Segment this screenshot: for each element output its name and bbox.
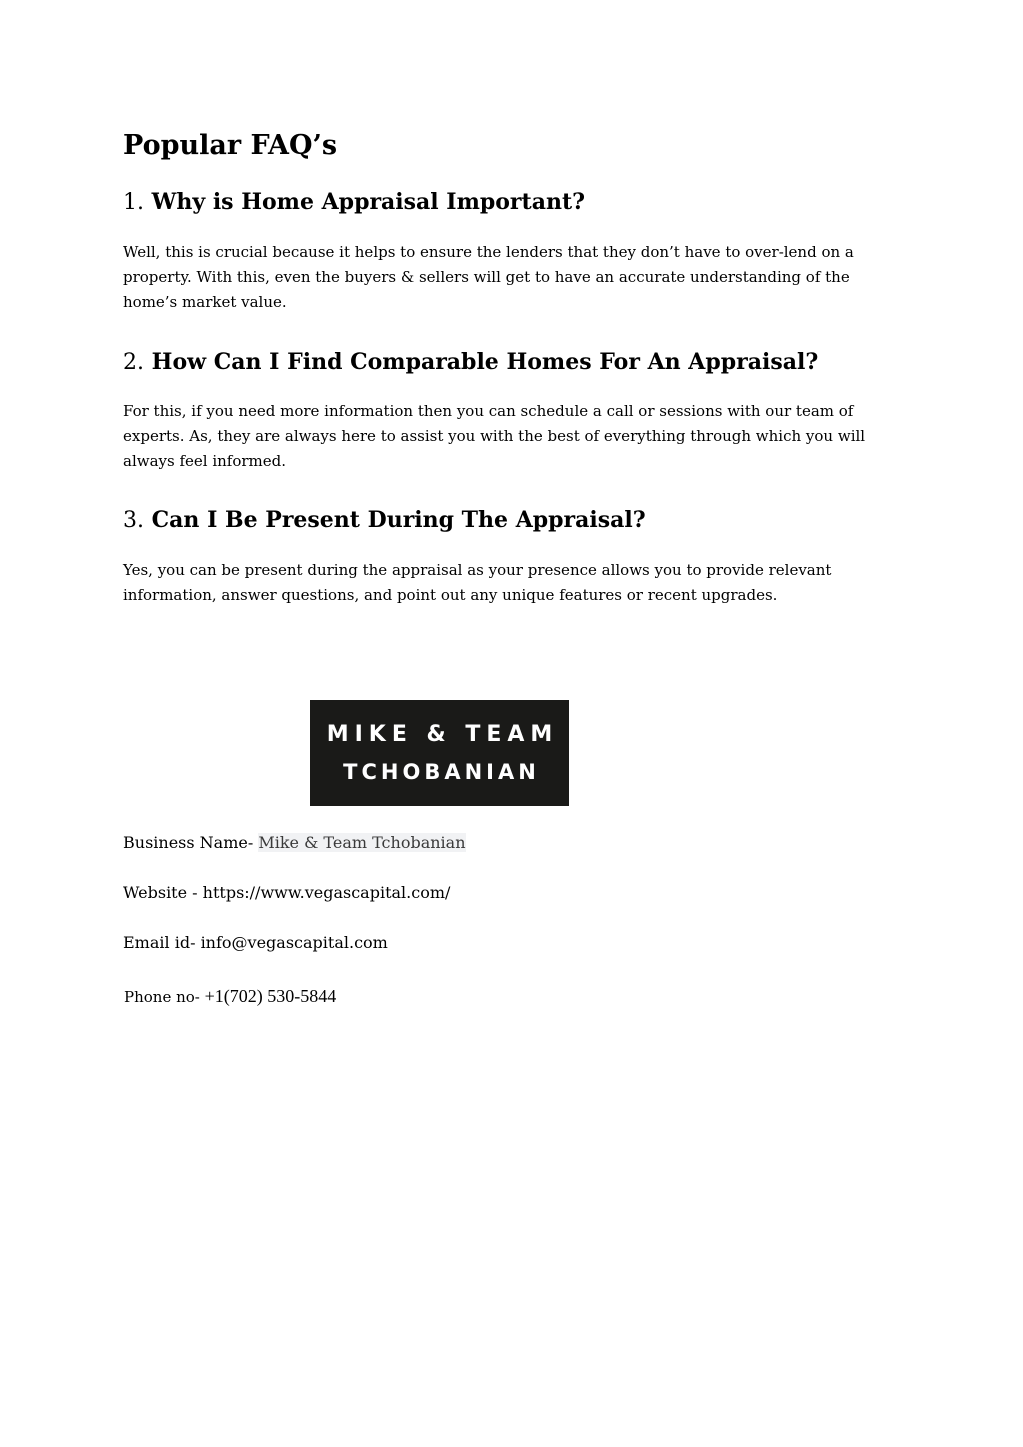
email-link[interactable]: info@vegascapital.com <box>200 933 388 952</box>
logo-line-1: MIKE & TEAM <box>326 722 559 747</box>
faq-question-text: How Can I Find Comparable Homes For An Appraisal? <box>151 349 819 375</box>
faq-answer-2: For this, if you need more information then you can schedule a call or sessions with our team of experts. As, they are always here to assist you with the best of everything through which you will always feel informed. <box>123 402 866 470</box>
business-name-line <box>123 832 466 854</box>
business-name-label: Business Name- <box>123 833 259 852</box>
page-title: Popular FAQ’s <box>123 130 338 161</box>
faq-number: 1. <box>123 190 144 215</box>
faq-question-3 <box>123 504 646 537</box>
business-name-value: Mike & Team Tchobanian <box>258 833 466 852</box>
faq-question-text: Why is Home Appraisal Important? <box>151 189 585 215</box>
email-line <box>123 932 388 954</box>
faq-question-2 <box>123 346 818 379</box>
faq-question-1 <box>123 186 585 219</box>
phone-line <box>124 985 336 1008</box>
faq-question-text: Can I Be Present During The Appraisal? <box>151 507 646 533</box>
phone-label: Phone no- <box>124 988 205 1006</box>
logo-line-2: TCHOBANIAN <box>343 760 540 784</box>
website-link[interactable]: https://www.vegascapital.com/ <box>202 883 451 902</box>
phone-number[interactable]: +1(702) 530-5844 <box>204 986 337 1006</box>
faq-answer-1: Well, this is crucial because it helps to ensure the lenders that they don’t have to over-lend on a property. With this, even the buyers & sellers will get to have an accurate understanding of the home’s market value. <box>123 243 854 311</box>
email-label: Email id- <box>123 933 201 952</box>
company-logo <box>310 700 569 806</box>
website-line <box>123 882 450 904</box>
website-label: Website - <box>123 883 203 902</box>
faq-number: 3. <box>123 508 144 533</box>
faq-answer-3: Yes, you can be present during the appraisal as your presence allows you to provide relevant information, answer questions, and point out any unique features or recent upgrades. <box>123 561 832 604</box>
faq-number: 2. <box>123 350 144 375</box>
